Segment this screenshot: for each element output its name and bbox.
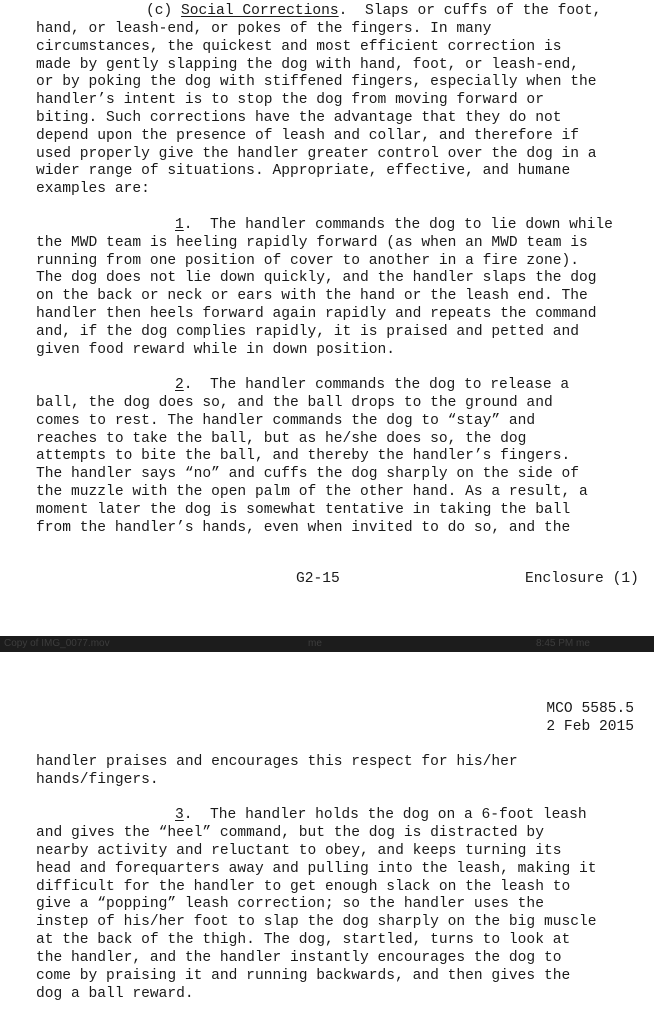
- order-date: 2 Feb 2015: [546, 719, 634, 735]
- item-2-line: The handler says “no” and cuffs the dog sharply on the side of: [36, 466, 579, 482]
- item-1-first-line-rest: . The handler commands the dog to lie down while: [183, 217, 613, 233]
- item-3-line: dog a ball reward.: [36, 986, 194, 1002]
- overlay-timestamp: 8:45 PM me: [536, 638, 590, 649]
- item-1-first-line: [175, 217, 613, 235]
- item-3-line: at the back of the thigh. The dog, startled, turns to look at: [36, 932, 571, 948]
- item-3-line: give a “popping” leash correction; so the handler uses the: [36, 896, 544, 912]
- page-number: G2-15: [296, 571, 340, 587]
- item-2-first-line: [175, 377, 569, 395]
- item-3-line: come by praising it and running backwards, and then gives the: [36, 968, 571, 984]
- item-2-line: attempts to bite the ball, and thereby the handler’s fingers.: [36, 448, 571, 464]
- overlay-middle-label: me: [308, 638, 322, 649]
- item-1-line: handler then heels forward again rapidly and repeats the command: [36, 306, 597, 322]
- para-c-line: hand, or leash-end, or pokes of the fingers. In many: [36, 21, 492, 37]
- item-2-line: moment later the dog is somewhat tentative in taking the ball: [36, 502, 571, 518]
- item-1-line: on the back or neck or ears with the hand or the leash end. The: [36, 288, 588, 304]
- item-2-line: reaches to take the ball, but as he/she does so, the dog: [36, 431, 527, 447]
- item-3-line: head and forequarters away and pulling into the leash, making it: [36, 861, 597, 877]
- para-c-line: depend upon the presence of leash and collar, and therefore if: [36, 128, 579, 144]
- item-2-line: from the handler’s hands, even when invited to do so, and the: [36, 520, 571, 536]
- item-1-line: The dog does not lie down quickly, and the handler slaps the dog: [36, 270, 597, 286]
- para-c-first-line: [146, 3, 601, 21]
- item-2-line: comes to rest. The handler commands the dog to “stay” and: [36, 413, 536, 429]
- item-2-number: 2: [175, 377, 184, 393]
- item-2-line: ball, the dog does so, and the ball drops to the ground and: [36, 395, 553, 411]
- para-c-line: circumstances, the quickest and most efficient correction is: [36, 39, 562, 55]
- para-c-line: biting. Such corrections have the advantage that they do not: [36, 110, 562, 126]
- para-c-line: handler’s intent is to stop the dog from moving forward or: [36, 92, 544, 108]
- item-3-number: 3: [175, 807, 184, 823]
- document-page-2: [0, 652, 654, 1024]
- item-2-line: the muzzle with the open palm of the other hand. As a result, a: [36, 484, 588, 500]
- para-c-line: examples are:: [36, 181, 150, 197]
- para-c-line: or by poking the dog with stiffened fingers, especially when the: [36, 74, 597, 90]
- continuation-line: hands/fingers.: [36, 772, 159, 788]
- enclosure-label: Enclosure (1): [525, 571, 639, 587]
- item-1-line: given food reward while in down position.: [36, 342, 396, 358]
- item-2-first-line-rest: . The handler commands the dog to release a: [183, 377, 570, 393]
- para-c-line: used properly give the handler greater control over the dog in a: [36, 146, 597, 162]
- item-3-first-line-rest: . The handler holds the dog on a 6-foot leash: [183, 807, 587, 823]
- para-c-line: wider range of situations. Appropriate, effective, and humane: [36, 163, 571, 179]
- para-c-first-line-rest: . Slaps or cuffs of the foot,: [338, 3, 602, 19]
- overlay-filename: Copy of IMG_0077.mov: [4, 638, 110, 649]
- para-c-label: (c): [146, 3, 182, 19]
- item-1-line: running from one position of cover to another in a fire zone).: [36, 253, 579, 269]
- video-overlay-bar: [0, 636, 654, 652]
- item-3-first-line: [175, 807, 587, 825]
- para-c-heading: Social Corrections: [181, 3, 339, 19]
- para-c-line: made by gently slapping the dog with hand, foot, or leash-end,: [36, 57, 579, 73]
- continuation-line: handler praises and encourages this respect for his/her: [36, 754, 518, 770]
- item-3-line: instep of his/her foot to slap the dog sharply on the big muscle: [36, 914, 597, 930]
- item-3-line: nearby activity and reluctant to obey, and keeps turning its: [36, 843, 562, 859]
- item-1-number: 1: [175, 217, 184, 233]
- item-3-line: difficult for the handler to get enough slack on the leash to: [36, 879, 571, 895]
- item-1-line: the MWD team is heeling rapidly forward (as when an MWD team is: [36, 235, 588, 251]
- order-number: MCO 5585.5: [546, 701, 634, 717]
- item-3-line: and gives the “heel” command, but the dog is distracted by: [36, 825, 544, 841]
- item-3-line: the handler, and the handler instantly encourages the dog to: [36, 950, 562, 966]
- item-1-line: and, if the dog complies rapidly, it is praised and petted and: [36, 324, 579, 340]
